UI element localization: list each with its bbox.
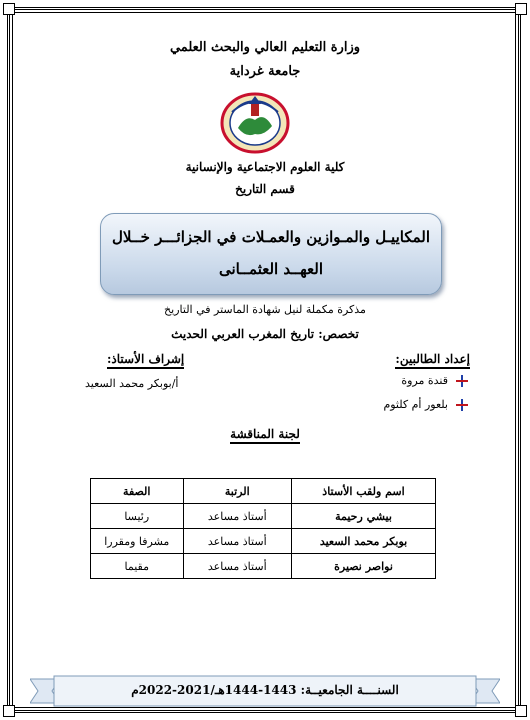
academic-year-value: 1443-1444هـ/2021-2022م bbox=[131, 683, 297, 697]
ministry-name: وزارة التعليم العالي والبحث العلمي bbox=[169, 40, 361, 55]
header-role: الصفة bbox=[91, 479, 184, 504]
corner-ornament bbox=[3, 705, 15, 717]
specialization: تخصص: تاريخ المغرب العربي الحديث bbox=[171, 327, 359, 341]
university-seal-icon bbox=[220, 92, 290, 154]
member-name: بوبكر محمد السعيد bbox=[292, 529, 436, 554]
member-role: رئيسا bbox=[91, 504, 184, 529]
table-row bbox=[91, 554, 436, 579]
bullet-icon bbox=[456, 375, 468, 387]
member-rank: أستاذ مساعد bbox=[183, 529, 292, 554]
academic-year-text bbox=[30, 683, 500, 697]
member-role: مقيما bbox=[91, 554, 184, 579]
bullet-icon bbox=[456, 399, 468, 411]
university-name: جامعة غرداية bbox=[229, 64, 301, 79]
academic-year-banner bbox=[30, 675, 500, 707]
table-header-row bbox=[91, 479, 436, 504]
faculty-name: كلية العلوم الاجتماعية والإنسانية bbox=[185, 160, 345, 174]
memo-statement: مذكرة مكملة لنيل شهادة الماستر في التاريخ bbox=[164, 303, 366, 316]
prepared-by-label: إعداد الطالبين: bbox=[395, 352, 470, 369]
member-name: نواصر نصيرة bbox=[292, 554, 436, 579]
student-name: قندة مروة bbox=[401, 374, 448, 387]
member-name: بيشي رحيمة bbox=[292, 504, 436, 529]
member-role: مشرفا ومقررا bbox=[91, 529, 184, 554]
student-name: بلعور أم كلثوم bbox=[383, 398, 448, 411]
committee-label-text: لجنة المناقشة bbox=[230, 427, 300, 444]
student-item bbox=[401, 374, 468, 387]
header-rank: الرتبة bbox=[183, 479, 292, 504]
thesis-title-box bbox=[100, 213, 442, 295]
department-name: قسم التاريخ bbox=[235, 182, 295, 196]
student-item bbox=[383, 398, 468, 411]
committee-table bbox=[90, 478, 436, 579]
corner-ornament bbox=[515, 3, 527, 15]
corner-ornament bbox=[3, 3, 15, 15]
member-rank: أستاذ مساعد bbox=[183, 504, 292, 529]
academic-year-label: السنــــة الجامعيــة: bbox=[300, 683, 399, 697]
committee-label bbox=[0, 427, 530, 441]
supervisor-name: أ/بوبكر محمد السعيد bbox=[85, 377, 179, 390]
header-name: اسم ولقب الأستاذ bbox=[292, 479, 436, 504]
table-row bbox=[91, 529, 436, 554]
corner-ornament bbox=[515, 705, 527, 717]
table-row bbox=[91, 504, 436, 529]
member-rank: أستاذ مساعد bbox=[183, 554, 292, 579]
supervisor-label: إشراف الأستاذ: bbox=[107, 352, 184, 369]
thesis-title-line1: المكاييـل والمـوازين والعمـلات في الجزائـــر خــلال bbox=[111, 228, 431, 246]
thesis-title-line2: العهــد العثمــانى bbox=[219, 260, 323, 278]
